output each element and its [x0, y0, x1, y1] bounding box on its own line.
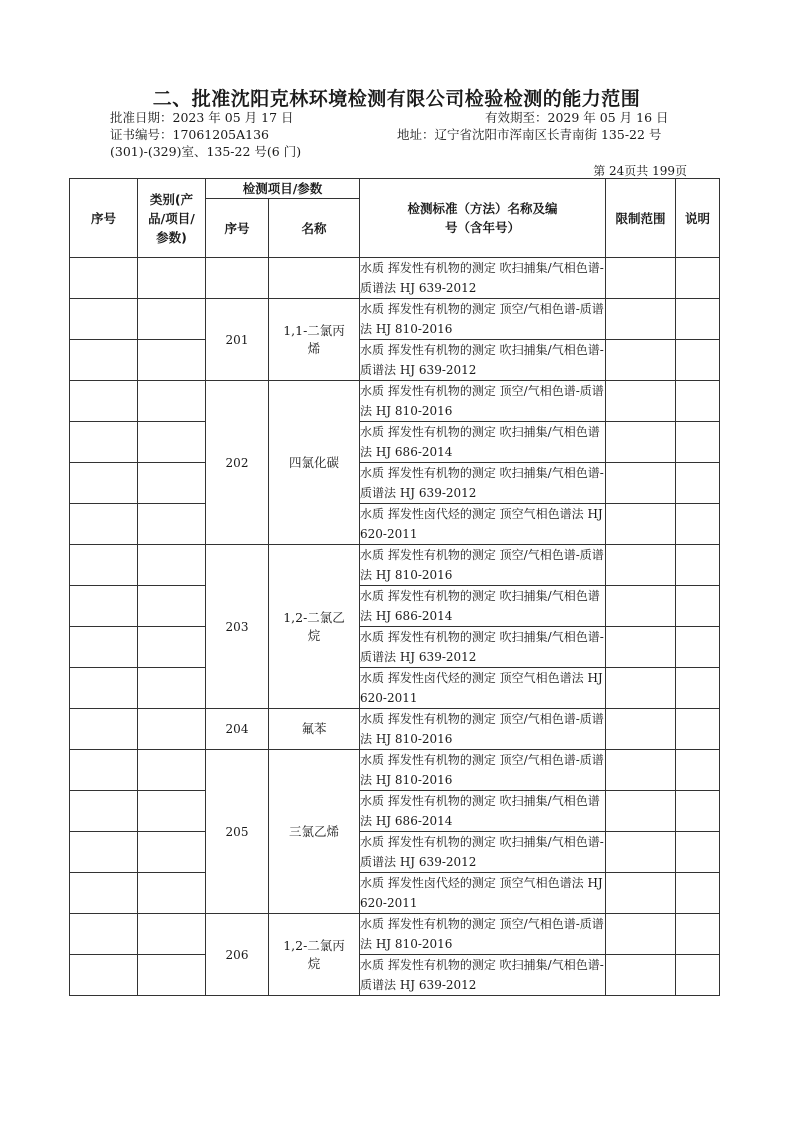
note-cell [676, 340, 720, 381]
seq-cell [70, 504, 138, 545]
header-standard [360, 179, 606, 258]
item-seq-cell: 202 [206, 381, 269, 545]
category-cell [138, 340, 206, 381]
table-row [70, 873, 720, 914]
header-standard-label: 检测标准（方法）名称及编号（含年号） [407, 201, 558, 235]
table-row [70, 955, 720, 996]
item-name: 1,2-二氯丙烷 [283, 937, 345, 971]
document-title: 二、批准沈阳克林环境检测有限公司检验检测的能力范围 [152, 88, 641, 110]
standard-cell: 水质 挥发性有机物的测定 吹扫捕集/气相色谱-质谱法 HJ 639-2012 [360, 340, 606, 381]
limit-cell [606, 586, 676, 627]
limit-cell [606, 381, 676, 422]
category-cell [138, 955, 206, 996]
table-row [70, 381, 720, 422]
limit-cell [606, 258, 676, 299]
category-cell [138, 914, 206, 955]
seq-cell [70, 463, 138, 504]
note-cell [676, 504, 720, 545]
item-seq-cell [206, 258, 269, 299]
standard-cell: 水质 挥发性有机物的测定 吹扫捕集/气相色谱-质谱法 HJ 639-2012 [360, 463, 606, 504]
seq-cell [70, 381, 138, 422]
limit-cell [606, 627, 676, 668]
table-row [70, 504, 720, 545]
standard-cell: 水质 挥发性有机物的测定 吹扫捕集/气相色谱法 HJ 686-2014 [360, 586, 606, 627]
address-continued: (301)-(329)室、135-22 号(6 门) [110, 144, 302, 159]
item-name-cell [269, 709, 360, 750]
limit-cell [606, 668, 676, 709]
table-row [70, 586, 720, 627]
item-name: 氟苯 [301, 721, 327, 736]
note-cell [676, 381, 720, 422]
table-row [70, 258, 720, 299]
table-row [70, 668, 720, 709]
item-name-cell [269, 545, 360, 709]
capability-table [69, 178, 720, 996]
standard-cell: 水质 挥发性有机物的测定 顶空/气相色谱-质谱法 HJ 810-2016 [360, 545, 606, 586]
seq-cell [70, 709, 138, 750]
category-cell [138, 832, 206, 873]
seq-cell [70, 627, 138, 668]
table-row [70, 422, 720, 463]
limit-cell [606, 422, 676, 463]
seq-cell [70, 422, 138, 463]
item-name-cell [269, 299, 360, 381]
note-cell [676, 668, 720, 709]
approval-date: 批准日期：2023 年 05 月 17 日 [110, 110, 294, 125]
limit-cell [606, 791, 676, 832]
category-cell [138, 627, 206, 668]
table-row [70, 299, 720, 340]
category-cell [138, 586, 206, 627]
standard-cell: 水质 挥发性有机物的测定 顶空/气相色谱-质谱法 HJ 810-2016 [360, 750, 606, 791]
standard-cell: 水质 挥发性有机物的测定 顶空/气相色谱-质谱法 HJ 810-2016 [360, 381, 606, 422]
table-row [70, 832, 720, 873]
item-seq-cell: 203 [206, 545, 269, 709]
standard-cell: 水质 挥发性有机物的测定 吹扫捕集/气相色谱-质谱法 HJ 639-2012 [360, 627, 606, 668]
header-note: 说明 [676, 179, 720, 258]
limit-cell [606, 873, 676, 914]
category-cell [138, 381, 206, 422]
standard-cell: 水质 挥发性有机物的测定 吹扫捕集/气相色谱-质谱法 HJ 639-2012 [360, 832, 606, 873]
standard-cell: 水质 挥发性有机物的测定 顶空/气相色谱-质谱法 HJ 810-2016 [360, 299, 606, 340]
valid-until: 有效期至：2029 年 05 月 16 日 [485, 110, 669, 125]
header-limit: 限制范围 [606, 179, 676, 258]
seq-cell [70, 914, 138, 955]
item-seq-cell: 205 [206, 750, 269, 914]
note-cell [676, 791, 720, 832]
category-cell [138, 545, 206, 586]
note-cell [676, 627, 720, 668]
address: 地址：辽宁省沈阳市浑南区长青南街 135-22 号 [397, 127, 662, 142]
seq-cell [70, 791, 138, 832]
note-cell [676, 422, 720, 463]
category-cell [138, 791, 206, 832]
seq-cell [70, 340, 138, 381]
note-cell [676, 258, 720, 299]
seq-cell [70, 258, 138, 299]
limit-cell [606, 914, 676, 955]
category-cell [138, 504, 206, 545]
item-seq-cell: 206 [206, 914, 269, 996]
table-row [70, 627, 720, 668]
table-row [70, 709, 720, 750]
limit-cell [606, 504, 676, 545]
category-cell [138, 873, 206, 914]
standard-cell: 水质 挥发性有机物的测定 吹扫捕集/气相色谱-质谱法 HJ 639-2012 [360, 258, 606, 299]
note-cell [676, 709, 720, 750]
limit-cell [606, 955, 676, 996]
certificate-number: 证书编号：17061205A136 [110, 127, 270, 142]
note-cell [676, 750, 720, 791]
standard-cell: 水质 挥发性卤代烃的测定 顶空气相色谱法 HJ 620-2011 [360, 504, 606, 545]
table-row [70, 463, 720, 504]
header-item-group: 检测项目/参数 [206, 179, 360, 199]
standard-cell: 水质 挥发性有机物的测定 顶空/气相色谱-质谱法 HJ 810-2016 [360, 914, 606, 955]
standard-cell: 水质 挥发性卤代烃的测定 顶空气相色谱法 HJ 620-2011 [360, 873, 606, 914]
seq-cell [70, 873, 138, 914]
item-name: 四氯化碳 [288, 454, 339, 470]
note-cell [676, 586, 720, 627]
item-name-cell [269, 750, 360, 914]
category-cell [138, 668, 206, 709]
seq-cell [70, 545, 138, 586]
note-cell [676, 832, 720, 873]
seq-cell [70, 832, 138, 873]
table-body [70, 258, 720, 996]
table-row [70, 750, 720, 791]
standard-cell: 水质 挥发性有机物的测定 吹扫捕集/气相色谱-质谱法 HJ 639-2012 [360, 955, 606, 996]
seq-cell [70, 586, 138, 627]
header-category-label: 类别(产品/项目/参数) [148, 191, 195, 245]
seq-cell [70, 750, 138, 791]
category-cell [138, 258, 206, 299]
limit-cell [606, 750, 676, 791]
header-item-name: 名称 [269, 199, 360, 258]
header-category [138, 179, 206, 258]
item-name-cell [269, 381, 360, 545]
category-cell [138, 422, 206, 463]
limit-cell [606, 340, 676, 381]
table-row [70, 545, 720, 586]
limit-cell [606, 832, 676, 873]
note-cell [676, 299, 720, 340]
header-seq: 序号 [70, 179, 138, 258]
limit-cell [606, 299, 676, 340]
item-name: 1,1-二氯丙烯 [283, 322, 345, 356]
seq-cell [70, 955, 138, 996]
standard-cell: 水质 挥发性有机物的测定 吹扫捕集/气相色谱法 HJ 686-2014 [360, 791, 606, 832]
note-cell [676, 545, 720, 586]
table-row [70, 791, 720, 832]
note-cell [676, 914, 720, 955]
table-row [70, 340, 720, 381]
standard-cell: 水质 挥发性有机物的测定 吹扫捕集/气相色谱法 HJ 686-2014 [360, 422, 606, 463]
seq-cell [70, 668, 138, 709]
category-cell [138, 709, 206, 750]
header-item-seq: 序号 [206, 199, 269, 258]
category-cell [138, 750, 206, 791]
item-seq-cell: 204 [206, 709, 269, 750]
note-cell [676, 955, 720, 996]
item-seq-cell: 201 [206, 299, 269, 381]
standard-cell: 水质 挥发性卤代烃的测定 顶空气相色谱法 HJ 620-2011 [360, 668, 606, 709]
limit-cell [606, 709, 676, 750]
limit-cell [606, 463, 676, 504]
standard-cell: 水质 挥发性有机物的测定 顶空/气相色谱-质谱法 HJ 810-2016 [360, 709, 606, 750]
category-cell [138, 463, 206, 504]
page-number: 第 24页共 199页 [593, 164, 687, 178]
category-cell [138, 299, 206, 340]
table-row [70, 914, 720, 955]
note-cell [676, 873, 720, 914]
limit-cell [606, 545, 676, 586]
seq-cell [70, 299, 138, 340]
item-name: 1,2-二氯乙烷 [283, 609, 345, 643]
note-cell [676, 463, 720, 504]
item-name-cell [269, 258, 360, 299]
item-name-cell [269, 914, 360, 996]
item-name: 三氯乙烯 [288, 823, 339, 839]
